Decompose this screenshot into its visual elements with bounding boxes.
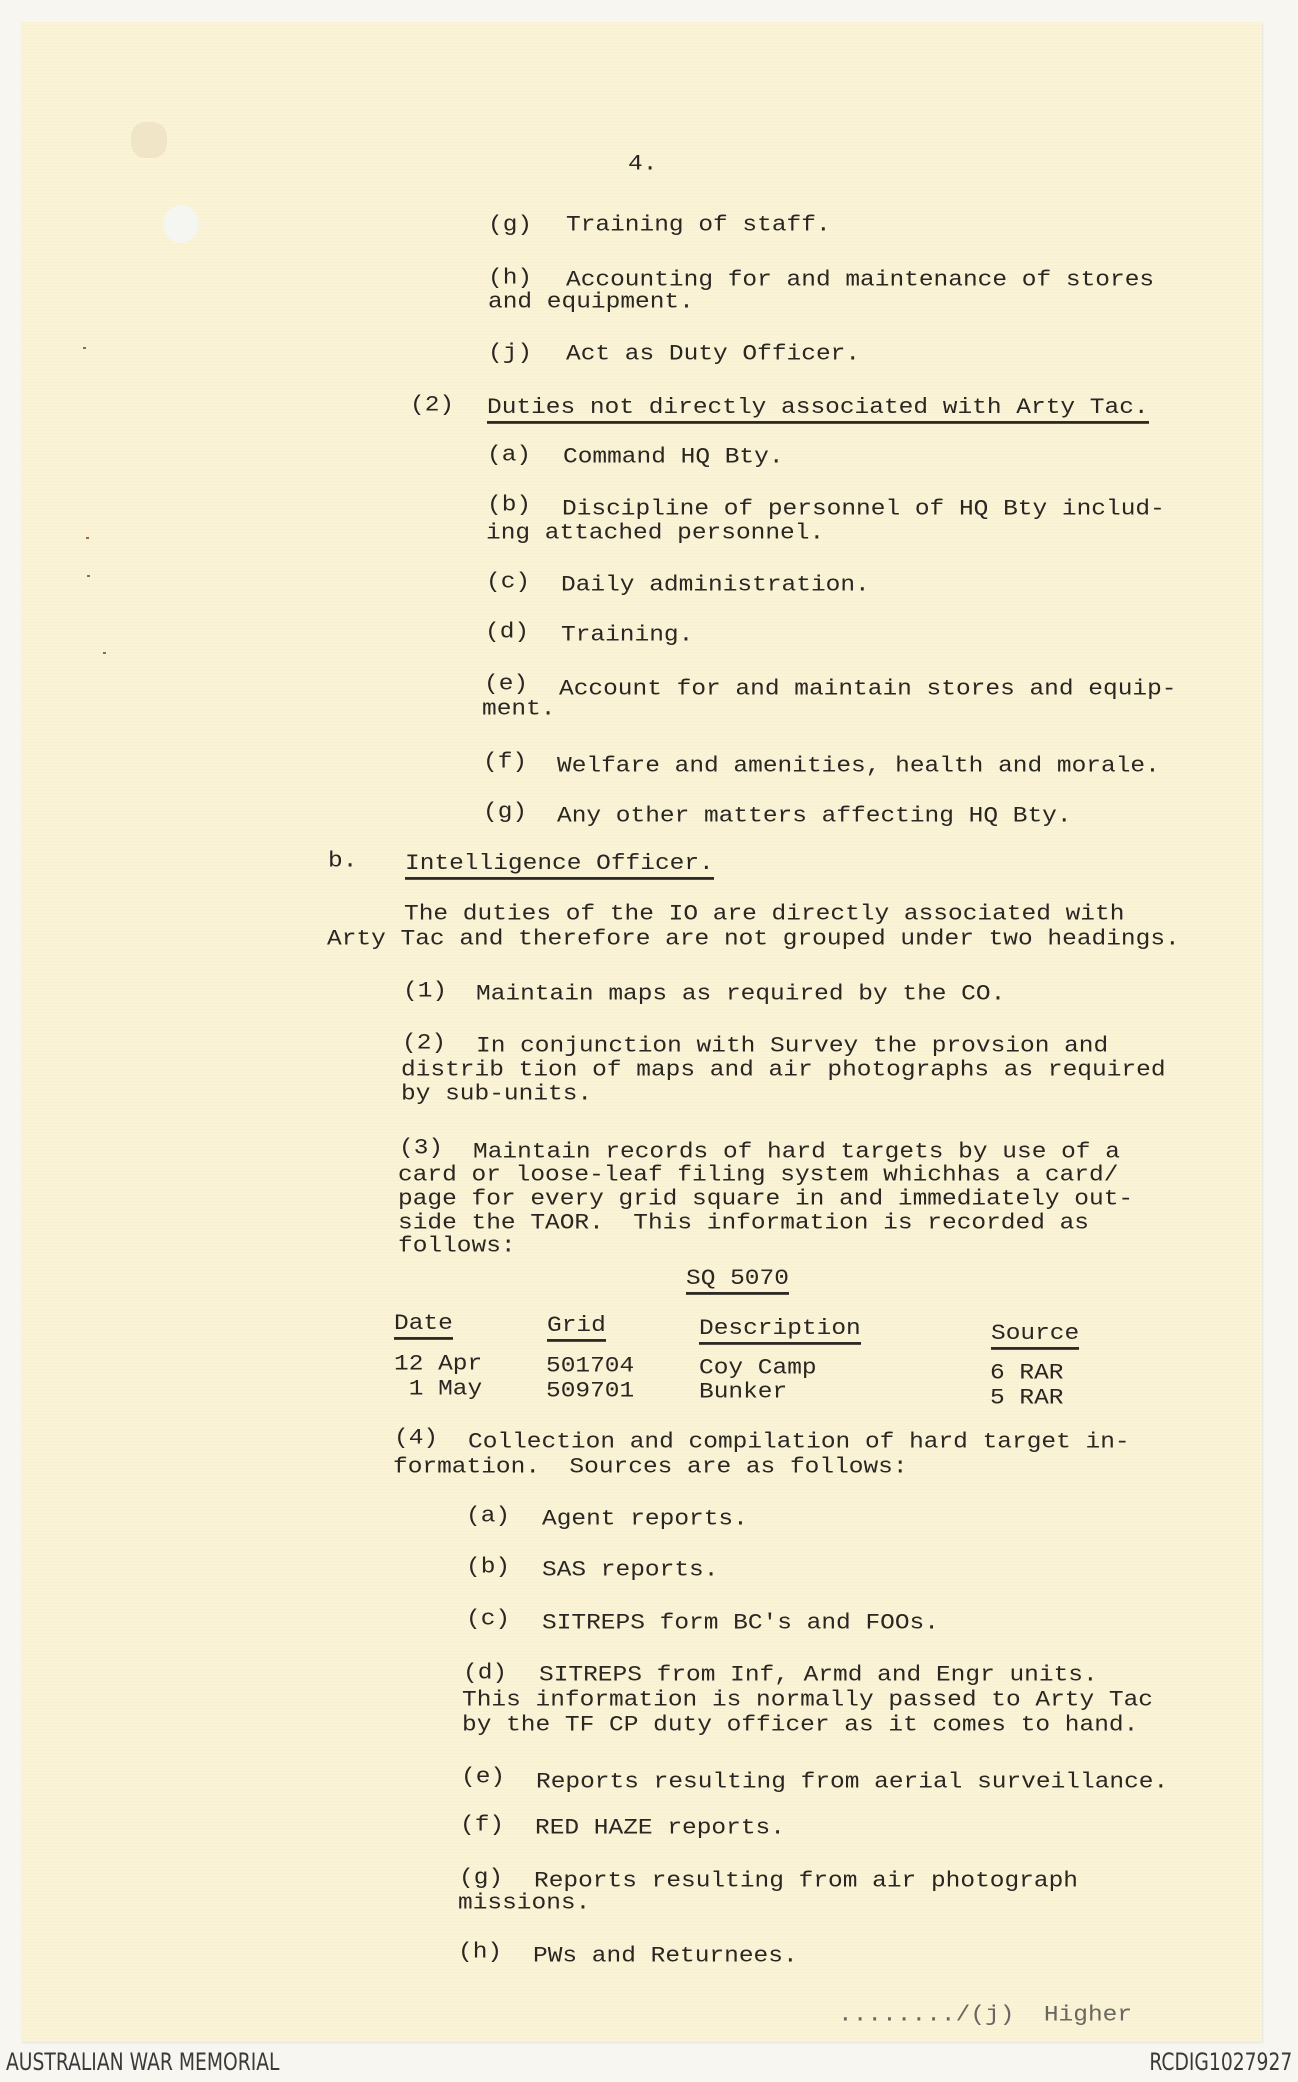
section-heading: Intelligence Officer.	[405, 852, 714, 880]
source-label: (f)	[460, 1813, 505, 1838]
paper-stain	[131, 122, 167, 158]
continuation-text: ......../(j) Higher	[838, 2003, 1133, 2028]
source-text: SITREPS from Inf, Armd and Engr units.	[539, 1663, 1098, 1688]
item-label: (1)	[403, 979, 448, 1004]
source-text: SITREPS form BC's and FOOs.	[542, 1611, 939, 1636]
source-text: RED HAZE reports.	[535, 1816, 785, 1841]
paper-speck	[87, 575, 90, 577]
item-label: (h)	[488, 266, 533, 291]
table-cell-date: 12 Apr	[394, 1352, 483, 1377]
item-text: Training.	[561, 623, 694, 648]
item-text: Maintain maps as required by the CO.	[476, 982, 1006, 1007]
item-label: (g)	[483, 800, 528, 825]
table-cell-source: 6 RAR	[990, 1361, 1064, 1386]
item-text-cont: follows:	[398, 1234, 516, 1259]
page-number: 4.	[628, 152, 658, 177]
table-header-date: Date	[394, 1312, 453, 1340]
item-text-cont: side the TAOR. This information is recorded as	[398, 1211, 1090, 1236]
section-heading: Duties not directly associated with Arty Tac.	[487, 396, 1149, 424]
paper-speck	[86, 537, 89, 539]
item-text-cont: page for every grid square in and immediately out-	[398, 1187, 1134, 1212]
item-text-cont: by sub-units.	[401, 1082, 593, 1107]
section-label: b.	[328, 849, 358, 874]
item-text-cont: formation. Sources are as follows:	[393, 1455, 908, 1480]
item-label: (a)	[487, 443, 532, 468]
item-text: Maintain records of hard targets by use of a	[473, 1140, 1120, 1165]
source-text: Agent reports.	[542, 1507, 748, 1532]
intro-text: Arty Tac and therefore are not grouped under two headings.	[327, 927, 1180, 952]
table-cell-grid: 501704	[546, 1354, 635, 1379]
source-text-cont: missions.	[458, 1891, 591, 1916]
item-text: Command HQ Bty.	[563, 445, 784, 470]
intro-text: The duties of the IO are directly associated with	[404, 902, 1125, 927]
item-label: (4)	[394, 1426, 439, 1451]
table-header-description: Description	[699, 1317, 861, 1345]
item-label: (c)	[486, 570, 531, 595]
item-label: (g)	[488, 213, 533, 238]
table-header-grid: Grid	[547, 1314, 606, 1342]
source-label: (d)	[463, 1661, 508, 1686]
table-header-source: Source	[991, 1322, 1079, 1350]
paper-speck	[103, 652, 106, 654]
table-cell-date: 1 May	[394, 1377, 483, 1402]
source-label: (h)	[458, 1940, 503, 1965]
source-label: (a)	[466, 1504, 511, 1529]
source-text-cont: by the TF CP duty officer as it comes to hand.	[462, 1713, 1139, 1738]
paper-speck	[83, 347, 86, 349]
item-text: Act as Duty Officer.	[566, 342, 861, 367]
source-label: (c)	[466, 1607, 511, 1632]
source-label: (b)	[466, 1555, 511, 1580]
table-cell-source: 5 RAR	[990, 1386, 1064, 1411]
item-text: Welfare and amenities, health and morale.	[557, 754, 1160, 779]
source-label: (g)	[459, 1866, 504, 1891]
item-text: Account for and maintain stores and equip-	[559, 677, 1177, 702]
record-table-title: SQ 5070	[686, 1267, 789, 1295]
item-text: Collection and compilation of hard target in-	[468, 1430, 1130, 1455]
source-text: SAS reports.	[542, 1558, 719, 1583]
item-text-cont: ing attached personnel.	[486, 521, 825, 546]
item-label: (d)	[485, 620, 530, 645]
item-text: Discipline of personnel of HQ Bty includ-	[562, 497, 1165, 522]
source-text: Reports resulting from aerial surveillance.	[536, 1770, 1169, 1795]
table-cell-description: Bunker	[699, 1380, 788, 1405]
item-label: (j)	[488, 341, 533, 366]
source-text: PWs and Returnees.	[533, 1944, 798, 1969]
table-cell-grid: 509701	[546, 1379, 635, 1404]
item-label: (3)	[399, 1136, 444, 1161]
punch-hole	[163, 205, 199, 243]
archive-label: AUSTRALIAN WAR MEMORIAL	[6, 2048, 280, 2076]
source-label: (e)	[461, 1765, 506, 1790]
table-cell-description: Coy Camp	[699, 1356, 817, 1381]
item-text: Any other matters affecting HQ Bty.	[557, 804, 1072, 829]
item-text-cont: card or loose-leaf filing system whichhas a card/	[398, 1163, 1119, 1188]
item-text: In conjunction with Survey the provsion and	[476, 1034, 1109, 1059]
source-text: Reports resulting from air photograph	[534, 1869, 1078, 1894]
item-text-cont: distrib tion of maps and air photographs as required	[401, 1058, 1166, 1083]
item-label: (b)	[487, 493, 532, 518]
item-text-cont: ment.	[482, 697, 556, 722]
section-label: (2)	[410, 393, 455, 418]
item-text-cont: and equipment.	[488, 290, 694, 315]
item-label: (f)	[483, 750, 528, 775]
item-label: (e)	[484, 672, 529, 697]
item-text: Accounting for and maintenance of stores	[566, 268, 1155, 293]
item-label: (2)	[402, 1031, 447, 1056]
document-page	[21, 22, 1262, 2042]
source-text-cont: This information is normally passed to Arty Tac	[462, 1688, 1154, 1713]
item-text: Training of staff.	[566, 213, 831, 238]
item-text: Daily administration.	[561, 573, 870, 598]
archive-id: RCDIG1027927	[1149, 2048, 1292, 2076]
